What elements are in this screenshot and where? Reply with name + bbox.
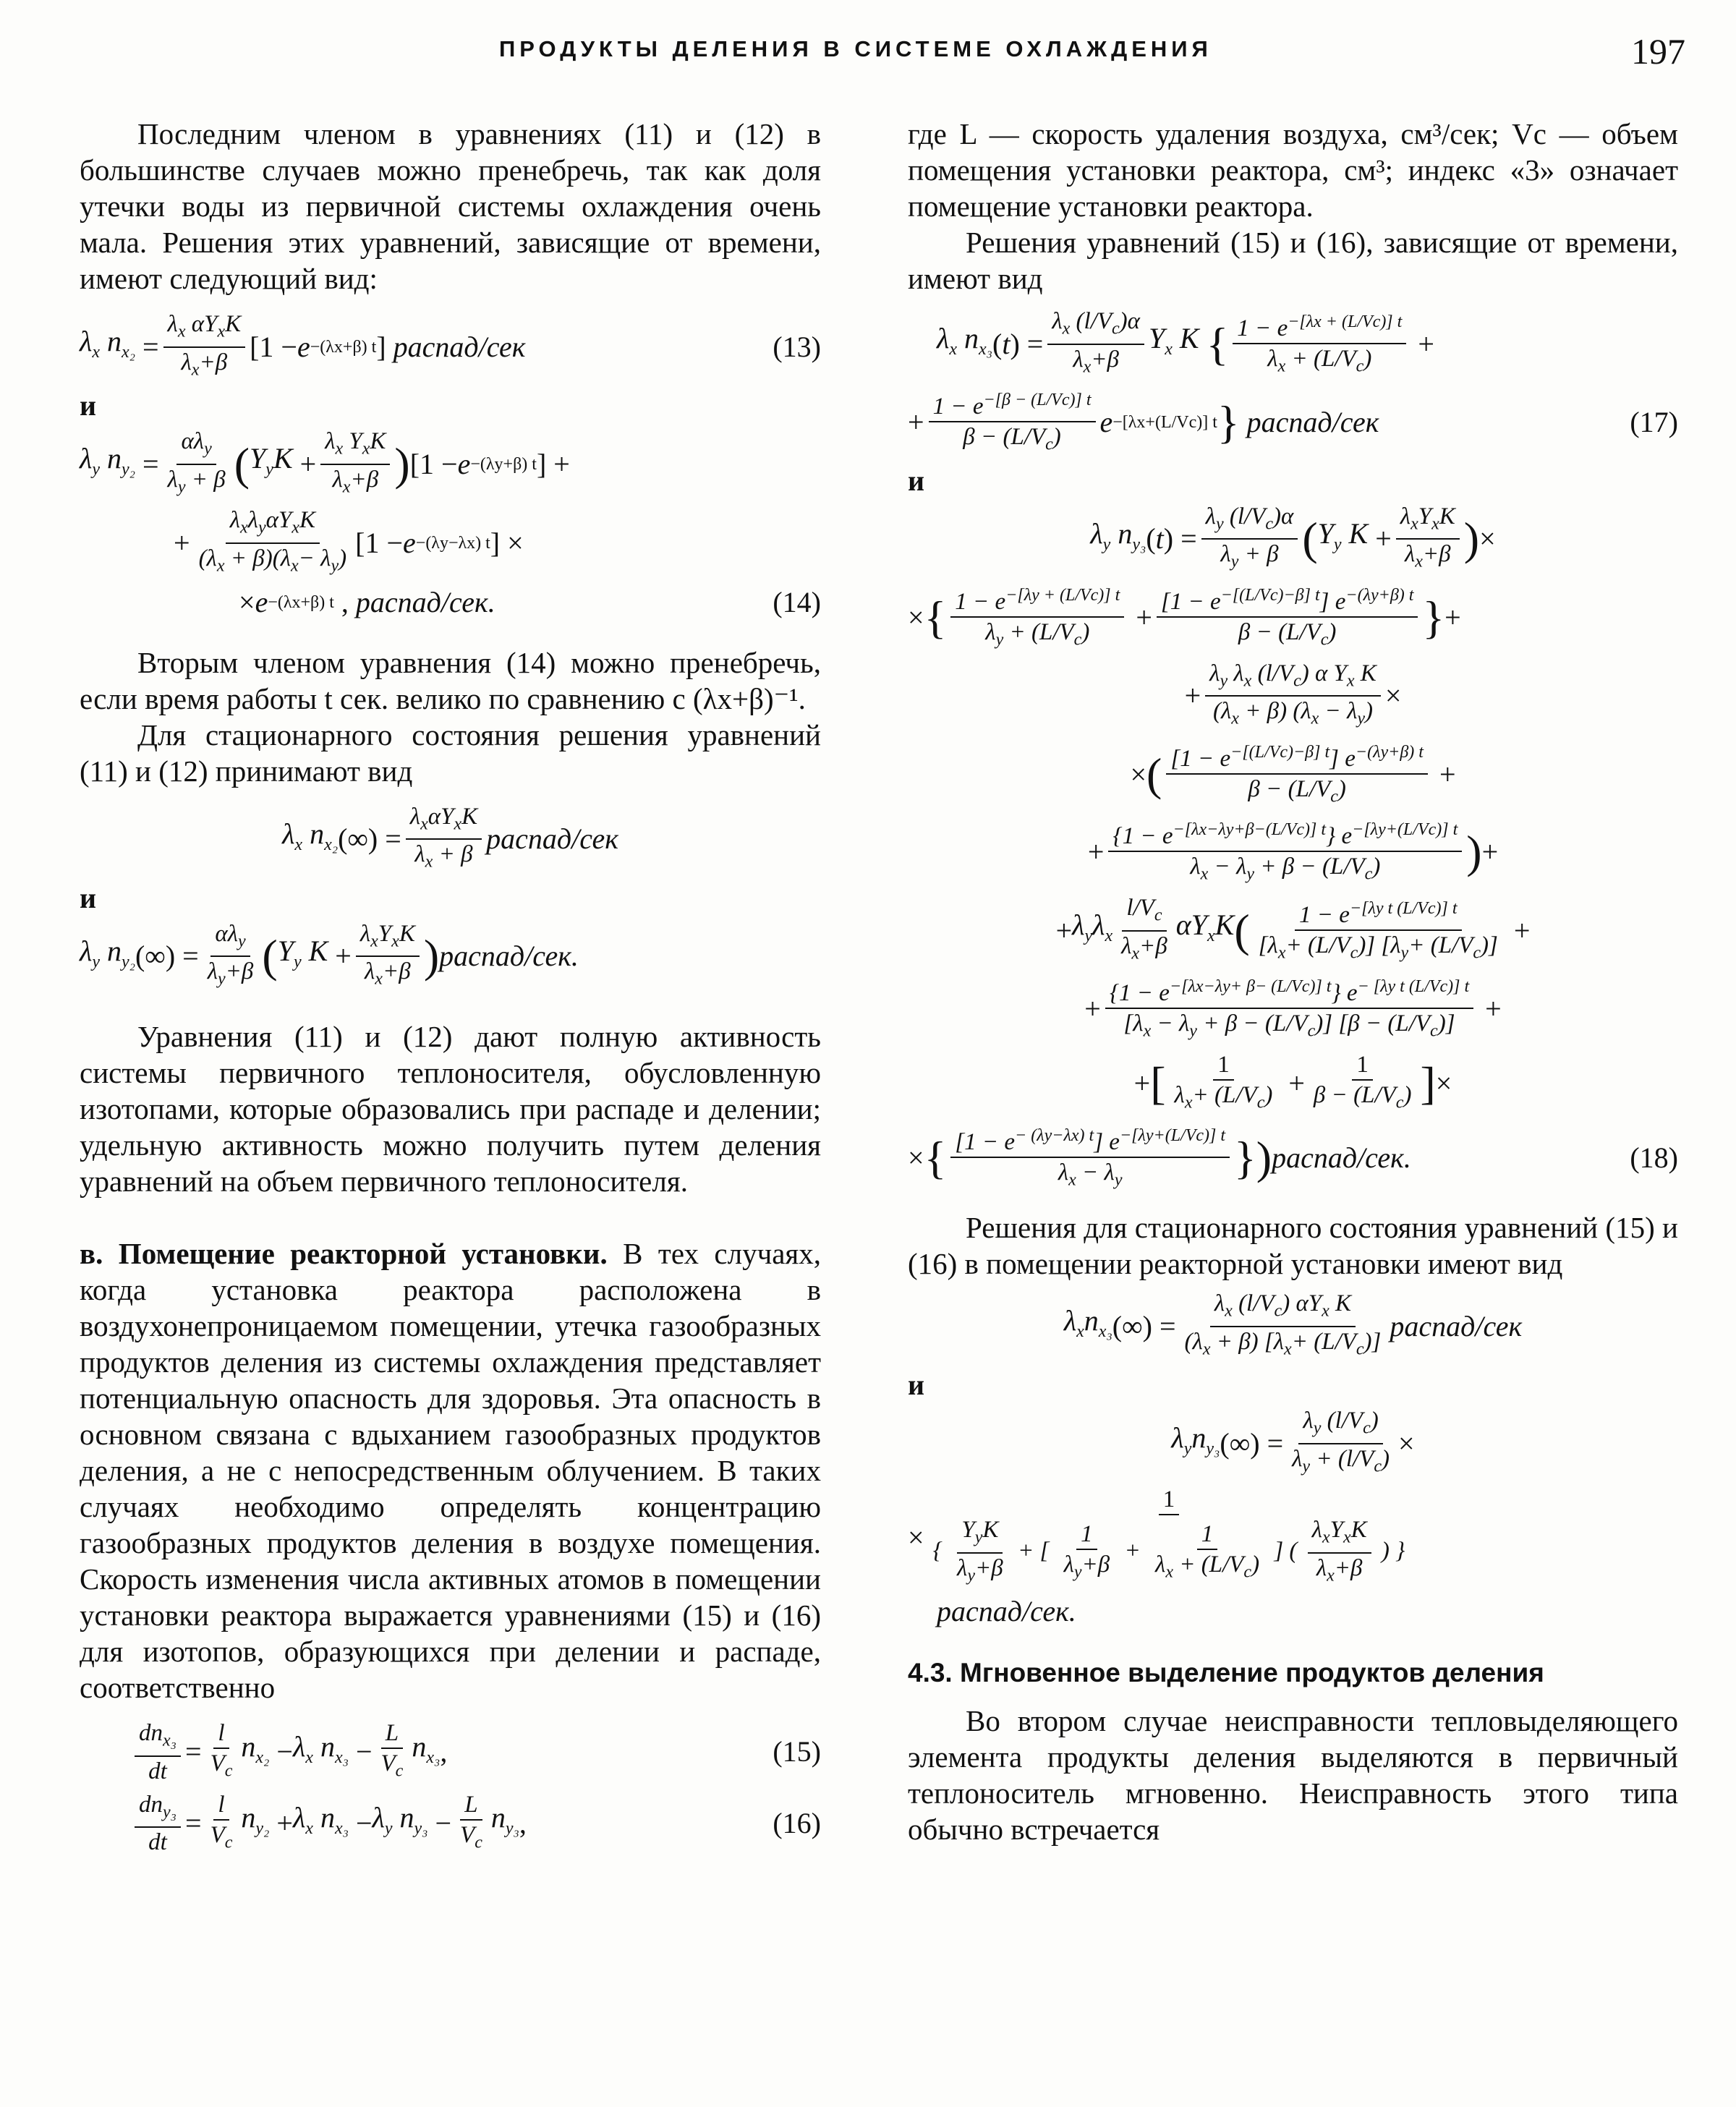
equation-16: $\frac{dn_{y_3}}{dt}$ = $\frac{l}{V_c}$ $n_{y_2}$ + $\lambda_x$ $n_{x_3}$ − $\lambda_y$ $n_{y_3}$ − $\frac{L}{V_c}$ $n_{y_3}$ , (16) — [80, 1790, 821, 1857]
right-paragraph-3: Решения для стационарного состояния уравнений (15) и (16) в помещении реакторной установки имеют вид — [908, 1210, 1678, 1280]
eq18-unit: распад/сек. — [1272, 1141, 1411, 1175]
equation-18-line-8: + [ $\frac{1}{\lambda_x+ (L/V_c)}$ + $\frac{1}{\beta - (L/V_c)}$ ] × — [1133, 1051, 1452, 1112]
left-and-2: и — [80, 881, 97, 914]
equation-18-line-3: + $\frac{\lambda_y \lambda_x (l/V_c) \alpha Y_x K}{(\lambda_x + \beta) (\lambda_x - \lambda_y)}$ × — [1184, 660, 1402, 728]
right-and-1: и — [908, 464, 925, 497]
equation-14-line-3: × e −(λx+β) t , распад/сек. (14) — [239, 585, 821, 618]
eq14-tag: (14) — [773, 585, 821, 618]
equation-18-line-6: + $\lambda_y\lambda_x$ $\frac{l/V_c}{\lambda_x+\beta}$ $\alpha Y_xK$ ( $\frac{1 - e^{-[\lambda y t (L/Vc)] t}}{[\lambda_x+ (L/V_c)] [\lambda_y+ (L/V_c)]}$ + — [1055, 894, 1531, 963]
eq15-tag: (15) — [773, 1735, 821, 1768]
equation-stationary-x3: $\lambda_xn_{x_3}$ (∞) = $\frac{\lambda_x (l/V_c) \alpha Y_x K}{(\lambda_x + \beta) [\lambda_x+ (L/V_c)]}$ распад/сек — [1063, 1290, 1523, 1359]
equation-15: $\frac{dn_{x_3}}{dt}$ = $\frac{l}{V_c}$ $n_{x_2}$ − $\lambda_x$ $n_{x_3}$ − $\frac{L}{V_c}$ $n_{x_3}$ , (15) — [80, 1719, 821, 1786]
equation-17-line-1: $\lambda_x$ $n_{x_3}$ ( t ) = $\frac{\lambda_x (l/V_c)\alpha}{\lambda_x+\beta}$ $Y_x$ K { $\frac{1 - e^{-[\lambda x + (L/Vc)] t}}{\lambda_x + (L/V_c)}$ + — [937, 308, 1434, 377]
left-column — [80, 116, 821, 1861]
eq16-tag: (16) — [773, 1806, 821, 1839]
equation-17-line-2: + $\frac{1 - e^{-[\beta - (L/Vc)] t}}{\beta - (L/V_c)}$ e −[λx+(L/Vc)] t } распад/сек (17) — [908, 386, 1678, 459]
eq17-unit: распад/сек — [1246, 405, 1379, 438]
stationary-x3-unit: распад/сек — [1390, 1309, 1523, 1342]
equation-14-line-1: $\lambda_y$ $n_{y_2}$ = $\frac{\alpha\lambda_y}{\lambda_y + \beta}$ ( $Y_yK$ + $\frac{\lambda_x Y_xK}{\lambda_x+\beta}$ ) [1 − e −(λy+β) t ] + — [80, 428, 570, 497]
left-and-1: и — [80, 389, 97, 422]
section-lead: в. Помещение реакторной установки. — [80, 1236, 608, 1270]
right-paragraph-1: где L — скорость удаления воздуха, см³/сек; Vc — объем помещения установки реактора, см³; индекс «3» означает помещение установки реактора. — [908, 117, 1678, 223]
stationary-y2-unit: распад/сек. — [439, 940, 579, 973]
equation-stationary-y2: $\lambda_y$ $n_{y_2}$ (∞) = $\frac{\alpha\lambda_y}{\lambda_y+\beta}$ ( $Y_y$ K + $\frac{\lambda_xY_xK}{\lambda_x+\beta}$ ) распад/сек. — [80, 920, 579, 989]
left-paragraph-4: Уравнения (11) и (12) дают полную активность системы первичного теплоносителя, обусловленную изотопами, которые образовались при распаде и делении; удельную активность можно получить путем деления уравнений на объем первичного теплоносителя. — [80, 1019, 821, 1198]
section-text: В тех случаях, когда установка реактора расположена в воздухонепроницаемом помещении, утечка газообразных продуктов деления из системы охлаждения представляет потенциальную опасность для здоровья. Эта опасность в основном связана с вдыханием газообразных продуктов деления, а не с непосредственным облучением. В таких случаях необходимо определять концентрацию газообразных продуктов деления в воздухе помещения. Скорость изменения числа активных атомов в помещении установки реактора выражается уравнениями (15) и (16) для изотопов, образующихся при делении и распаде, соответственно — [80, 1236, 821, 1704]
section-heading-4-3: 4.3. Мгновенное выделение продуктов деления — [908, 1658, 1544, 1688]
left-paragraph-3: Для стационарного состояния решения уравнений (11) и (12) принимают вид — [80, 718, 821, 788]
equation-13: $\lambda_x$ $n_{x_2}$ = $\frac{\lambda_x \alpha Y_xK}{\lambda_x+\beta}$ [1 − e −(λx+β) t ] распад/сек (13) — [80, 311, 821, 380]
equation-stationary-y3-line-1: $\lambda_yn_{y_3}$ (∞) = $\frac{\lambda_y (l/V_c)}{\lambda_y + (l/V_c)}$ × — [1171, 1408, 1415, 1476]
equation-18-line-9: × { $\frac{[1 - e^{- (\lambda y-\lambda x) t}] e^{-[\lambda y+(L/Vc)] t}}{\lambda_x - \lambda_y}$ }) распад/сек. (18) — [908, 1121, 1678, 1195]
right-paragraph-4: Во втором случае неисправности тепловыделяющего элемента продукты деления выделяются в первичный теплоноситель мгновенно. Неисправность этого типа обычно встречается — [908, 1704, 1678, 1847]
stationary-x2-unit: распад/сек — [486, 822, 618, 856]
running-title: ПРОДУКТЫ ДЕЛЕНИЯ В СИСТЕМЕ ОХЛАЖДЕНИЯ — [499, 36, 1212, 61]
eq18-tag: (18) — [1630, 1141, 1678, 1175]
eq14-unit: распад/сек. — [355, 585, 495, 618]
left-paragraph-5 — [80, 1235, 821, 1706]
right-column — [908, 116, 1678, 1847]
page-number: 197 — [1631, 31, 1685, 72]
right-and-2: и — [908, 1369, 925, 1402]
left-paragraph-2: Вторым членом уравнения (14) можно пренебречь, если время работы t сек. велико по сравнению с (λx+β)⁻¹. — [80, 645, 821, 715]
eq13-tag: (13) — [773, 330, 821, 363]
eq13-unit: распад/сек — [393, 330, 526, 363]
equation-14-line-2: + $\frac{\lambda_x\lambda_y\alpha Y_xK}{(\lambda_x + \beta)(\lambda_x- \lambda_y)}$ [1 − e −(λy−λx) t ] × — [174, 507, 524, 576]
equation-18-line-2: × { $\frac{1 - e^{-[\lambda y + (L/Vc)] t}}{\lambda_y + (L/V_c)}$ + $\frac{[1 - e^{-[(L/Vc)-\beta] t}] e^{-(\lambda y+\beta) t}}{\beta - (L/V_c)}$ } + — [908, 581, 1678, 655]
equation-18-line-7: + $\frac{\{1 - e^{-[\lambda x-\lambda y+ \beta- (L/Vc)] t}\} e^{- [\lambda y t (L/Vc)] t}}{[\lambda_x - \lambda_y + \beta - (L/V_c)] [\beta - (L/V_c)]}$ + — [908, 972, 1678, 1046]
equation-18-line-4: × ( $\frac{[1 - e^{-[(L/Vc)-\beta] t}] e^{-(\lambda y+\beta) t}}{\beta - (L/V_c)}$ + — [908, 738, 1678, 812]
stationary-y3-unit-line — [908, 1594, 1678, 1629]
equation-stationary-y3-line-2: × 1 { $\frac{Y_yK}{\lambda_y+\beta}$ + [ $\frac{1}{\lambda_y+\beta}$ + $\frac{1}{\lambda_x + (L/V_c)}$ ] ( $\frac{\lambda_xY_xK}{\lambda_x+\beta}$ ) } — [908, 1486, 1405, 1585]
equation-stationary-x2: $\lambda_x$ $n_{x_2}$ (∞) = $\frac{\lambda_x\alpha Y_xK}{\lambda_x + \beta}$ распад/сек — [282, 803, 618, 872]
equation-18-line-1: $\lambda_y$ $n_{y_3}$ ( t ) = $\frac{\lambda_y (l/V_c)\alpha}{\lambda_y + \beta}$ ( $Y_y$ K + $\frac{\lambda_xY_xK}{\lambda_x+\beta}$ ) × — [1090, 503, 1496, 571]
right-paragraph-2: Решения уравнений (15) и (16), зависящие от времени, имеют вид — [908, 226, 1678, 295]
eq17-tag: (17) — [1630, 405, 1678, 438]
left-paragraph-1: Последним членом в уравнениях (11) и (12) в большинстве случаев можно пренебречь, так как доля утечки воды из первичной системы охлаждения очень мала. Решения этих уравнений, зависящие от времени, имеют следующий вид: — [80, 117, 821, 295]
equation-18-line-5: + $\frac{\{1 - e^{-[\lambda x-\lambda y+\beta-(L/Vc)] t}\} e^{-[\lambda y+(L/Vc)] t}}{\lambda_x - \lambda_y + \beta - (L/V_c)}$ ) + — [908, 815, 1678, 889]
stationary-y3-unit: распад/сек. — [937, 1595, 1076, 1628]
